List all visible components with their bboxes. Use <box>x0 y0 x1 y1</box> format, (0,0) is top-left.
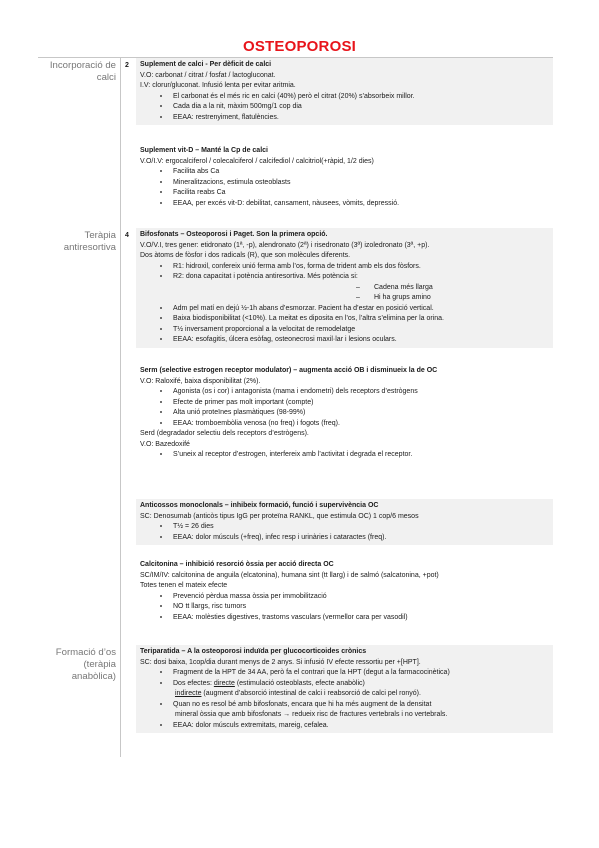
bullet-icon <box>160 616 162 618</box>
text-line: Suplement de calci - Per dèficit de calci <box>140 61 272 68</box>
text-line: Cada dia a la nit, màxim 500mg/1 cop dia <box>140 102 549 113</box>
bullet-icon <box>160 682 162 684</box>
text-line: EEAA: restrenyiment, flatulències. <box>140 113 549 124</box>
text-line: V.O: Raloxifé, baixa disponibilitat (2%). <box>140 377 261 385</box>
text-line: V.O/V.I, tres gener: etidronato (1ª, -p), alendronato (2ª) i risedronato (3ª) izoledronato (3ª, +p). <box>140 241 430 249</box>
dash-bullet-icon: – <box>356 294 360 301</box>
text-line: Efecte de primer pas molt important (compte) <box>140 398 549 409</box>
text-line: T½ inversament proporcional a la velocitat de remodelatge <box>140 325 549 336</box>
drug-block <box>136 558 553 625</box>
bullet-icon <box>160 265 162 267</box>
text-line: Fragment de la HPT de 34 AA, però fa el contrari que la HPT (degut a la farmacocinètica) <box>140 668 549 679</box>
text-line: EEAA, per excés vit-D: debilitat, cansament, nàusees, vòmits, depressió. <box>140 199 549 210</box>
bullet-icon <box>160 95 162 97</box>
text-line: V.O/I.V: ergocalciferol / colecalciferol / calcifediol / calcitriol(+ràpid, 1/2 dies) <box>140 157 374 165</box>
text-line: El carbonat és el més ric en calci (40%) però el citrat (20%) s’absorbeix millor. <box>140 92 549 103</box>
bullet-icon <box>160 595 162 597</box>
bullet-icon <box>160 671 162 673</box>
bullet-icon <box>160 275 162 277</box>
text-line: Anticossos monoclonals – inhibeix formació, funció i supervivència OC <box>140 502 379 509</box>
text-line: Adm pel matí en dejú ½-1h abans d’esmorzar. Pacient ha d’estar en posició vertical. <box>140 304 549 315</box>
bullet-icon <box>160 191 162 193</box>
text-line: SC: dosi baixa, 1cop/dia durant menys de 2 anys. Si infusió IV efecte ressortiu per +[HPT]. <box>140 658 421 666</box>
drug-block <box>136 364 553 463</box>
bullet-icon <box>160 525 162 527</box>
section-number: 2 <box>125 62 129 69</box>
bullet-icon <box>160 536 162 538</box>
text-line: indirecte (augment d’absorció intestinal de calci i reabsorció de calci pel ronyó). <box>175 690 421 697</box>
text-line: – Hi ha grups amino <box>140 293 549 304</box>
text-line: Serd (degradador selectiu dels receptors d’estrògens). <box>140 430 309 437</box>
text-line: Teriparatida – A la osteoporosi induïda per glucocorticoides crònics <box>140 648 367 655</box>
text-line: mineral òssia que amb bifosfonats → redueix risc de fractures vertebrals i no vertebrals. <box>175 711 448 718</box>
section-label: Teràpia antiresortiva <box>63 230 116 253</box>
drug-block <box>136 499 553 545</box>
text-line: EEAA: molèsties digestives, trastorns vasculars (vermellor cara per vasodil) <box>140 613 549 624</box>
bullet-icon <box>160 453 162 455</box>
bullet-icon <box>160 724 162 726</box>
text-line: Mineralitzacions, estimula osteoblasts <box>140 178 549 189</box>
text-line: Quan no es resol bé amb bifosfonats, encara que hi ha més augment de la densitat <box>140 700 549 711</box>
text-line: SC/IM/IV: calcitonina de anguila (elcatonina), humana sint (tt llarg) i de salmó (salcatonina, +pot) <box>140 571 439 579</box>
bullet-icon <box>160 307 162 309</box>
text-line: S’uneix al receptor d’estrogen, interfereix amb l’activitat i degrada el receptor. <box>140 450 549 461</box>
text-line: Serm (selective estrogen receptor modulator) – augmenta acció OB i disminueix la de OC <box>140 367 438 374</box>
section-label: Formació d’os (teràpia anabòlica) <box>55 647 116 682</box>
text-line: Totes tenen el mateix efecte <box>140 582 228 589</box>
bullet-icon <box>160 317 162 319</box>
text-line: Calcitonina – inhibició resorció òssia per acció directa OC <box>140 561 334 568</box>
drug-block <box>136 645 553 733</box>
drug-block <box>136 58 553 125</box>
text-line: SC: Denosumab (anticòs tipus IgG per proteïna RANKL, que estimula OC) 1 cop/6 mesos <box>140 512 419 520</box>
text-line: V.O: Bazedoxifé <box>140 440 190 448</box>
bullet-icon <box>160 422 162 424</box>
text-line: EEAA: dolor músculs (+freq), infec resp i urinàries i cataractes (freq). <box>140 533 549 544</box>
bullet-icon <box>160 202 162 204</box>
text-line: R2: dona capacitat i potència antiresortiva. Més potència si: <box>140 272 549 283</box>
text-line: NO tt llargs, risc tumors <box>140 602 549 613</box>
text-line: EEAA: dolor músculs extremitats, mareig, cefalea. <box>140 721 549 732</box>
dash-bullet-icon: – <box>356 283 360 291</box>
text-line: Alta unió proteïnes plasmàtiques (98-99%) <box>140 408 549 419</box>
bullet-icon <box>160 116 162 118</box>
text-line: I.V: clorur/gluconat. Infusió lenta per evitar aritmia. <box>140 82 296 89</box>
text-line: Baixa biodisponibilitat (<10%). La meitat es diposita en l’os, l’altra s’elimina per la orina. <box>140 314 549 325</box>
underlined-term: directe <box>213 679 235 687</box>
bullet-icon <box>160 411 162 413</box>
text-line: Facilita abs Ca <box>140 167 549 178</box>
drug-block <box>136 144 553 211</box>
bullet-icon <box>160 181 162 183</box>
text-line: Facilita reabs Ca <box>140 188 549 199</box>
bullet-icon <box>160 170 162 172</box>
bullet-icon <box>160 105 162 107</box>
bullet-icon <box>160 605 162 607</box>
bullet-icon <box>160 390 162 392</box>
section-number: 4 <box>125 232 129 239</box>
bullet-icon <box>160 328 162 330</box>
underlined-term: indirecte <box>175 690 202 697</box>
text-line: V.O: carbonat / citrat / fosfat / lactogluconat. <box>140 71 276 79</box>
text-line: Dos àtoms de fòsfor i dos radicals (R), que son molècules diferents. <box>140 252 351 259</box>
text-line: EEAA: tromboembòlia venosa (no freq) i fogots (freq). <box>140 419 549 430</box>
document-title: OSTEOPOROSI <box>242 38 357 55</box>
text-line: Prevenció pèrdua massa òssia per immobilització <box>140 592 549 603</box>
text-line: – Cadena més llarga <box>140 283 549 294</box>
text-line: R1: hidroxil, confereix unió ferma amb l’os, forma de trident amb els dos fòsfors. <box>140 262 549 273</box>
section-label: Incorporació de calci <box>49 60 116 83</box>
text-line: EEAA: esofagitis, úlcera esòfag, osteonecrosi maxil·lar i lesions oculars. <box>140 335 549 346</box>
text-line: Suplement vit-D – Manté la Cp de calci <box>140 147 268 154</box>
bullet-icon <box>160 338 162 340</box>
drug-block <box>136 228 553 348</box>
text-line: Agonista (os i cor) i antagonista (mama i endometri) dels receptors d’estrògens <box>140 387 549 398</box>
text-line: Bifosfonats – Osteoporosi i Paget. Son la primera opció. <box>140 231 328 238</box>
text-line: T½ = 26 dies <box>140 522 549 533</box>
column-divider <box>120 57 121 757</box>
bullet-icon <box>160 401 162 403</box>
bullet-icon <box>160 703 162 705</box>
text-line: Dos efectes: directe (estimulació osteoblasts, efecte anabòlic) <box>140 679 549 690</box>
